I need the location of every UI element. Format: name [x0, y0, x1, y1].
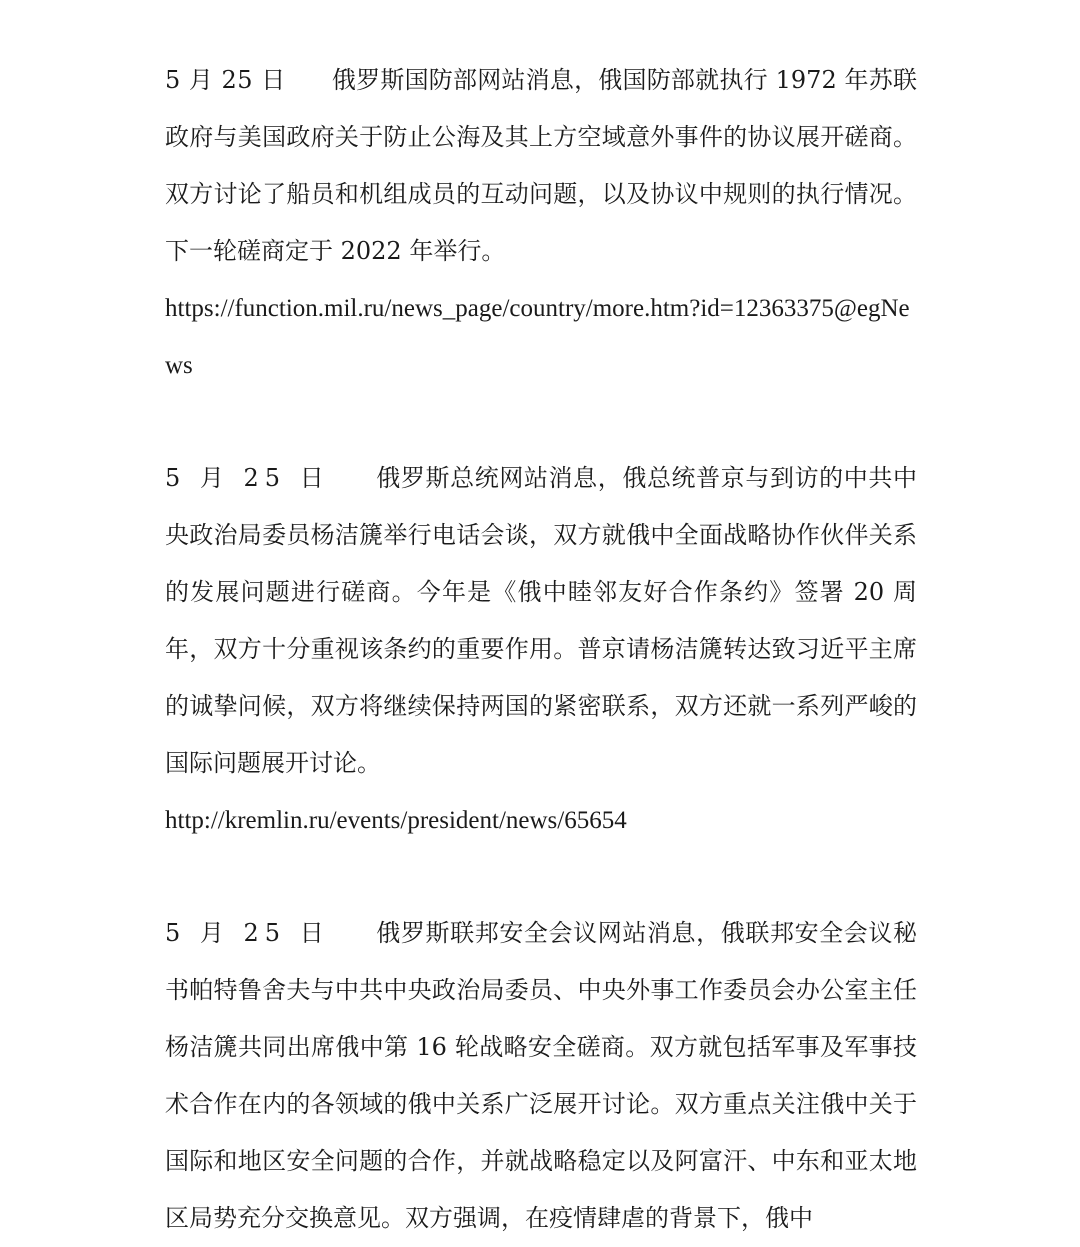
- entry-paragraph: [165, 450, 917, 792]
- entry-text: 俄罗斯国防部网站消息，俄国防部就执行 1972 年苏联政府与美国政府关于防止公海及其上方空域意外事件的协议展开磋商。双方讨论了船员和机组成员的互动问题，以及协议中规则的执行情况。下一轮磋商定于 2022 年举行。: [165, 66, 917, 265]
- source-url[interactable]: http://kremlin.ru/events/president/news/65654: [165, 807, 627, 834]
- entry-date: 5 月 25 日: [165, 919, 330, 947]
- source-url[interactable]: https://function.mil.ru/news_page/country/more.htm?id=12363375@egNews: [165, 295, 910, 379]
- entry-text: 俄罗斯总统网站消息，俄总统普京与到访的中共中央政治局委员杨洁篪举行电话会谈，双方就俄中全面战略协作伙伴关系的发展问题进行磋商。今年是《俄中睦邻友好合作条约》签署 20 周年，双方十分重视该条约的重要作用。普京请杨洁篪转达致习近平主席的诚挚问候，双方将继续保持两国的紧密联系，双方还就一系列严峻的国际问题展开讨论。: [165, 464, 917, 777]
- entry-date: 5 月 25 日: [165, 464, 330, 492]
- document-page: [165, 52, 917, 1247]
- news-entry-2: [165, 450, 917, 849]
- entry-date: 5 月 25 日: [165, 66, 286, 94]
- news-entry-3: [165, 905, 917, 1247]
- news-entry-1: [165, 52, 917, 394]
- entry-paragraph: [165, 905, 917, 1247]
- entry-text: 俄罗斯联邦安全会议网站消息，俄联邦安全会议秘书帕特鲁舍夫与中共中央政治局委员、中央外事工作委员会办公室主任杨洁篪共同出席俄中第 16 轮战略安全磋商。双方就包括军事及军事技术合作在内的各领域的俄中关系广泛展开讨论。双方重点关注俄中关于国际和地区安全问题的合作，并就战略稳定以及阿富汗、中东和亚太地区局势充分交换意见。双方强调，在疫情肆虐的背景下，俄中: [165, 919, 917, 1232]
- entry-paragraph: [165, 52, 917, 280]
